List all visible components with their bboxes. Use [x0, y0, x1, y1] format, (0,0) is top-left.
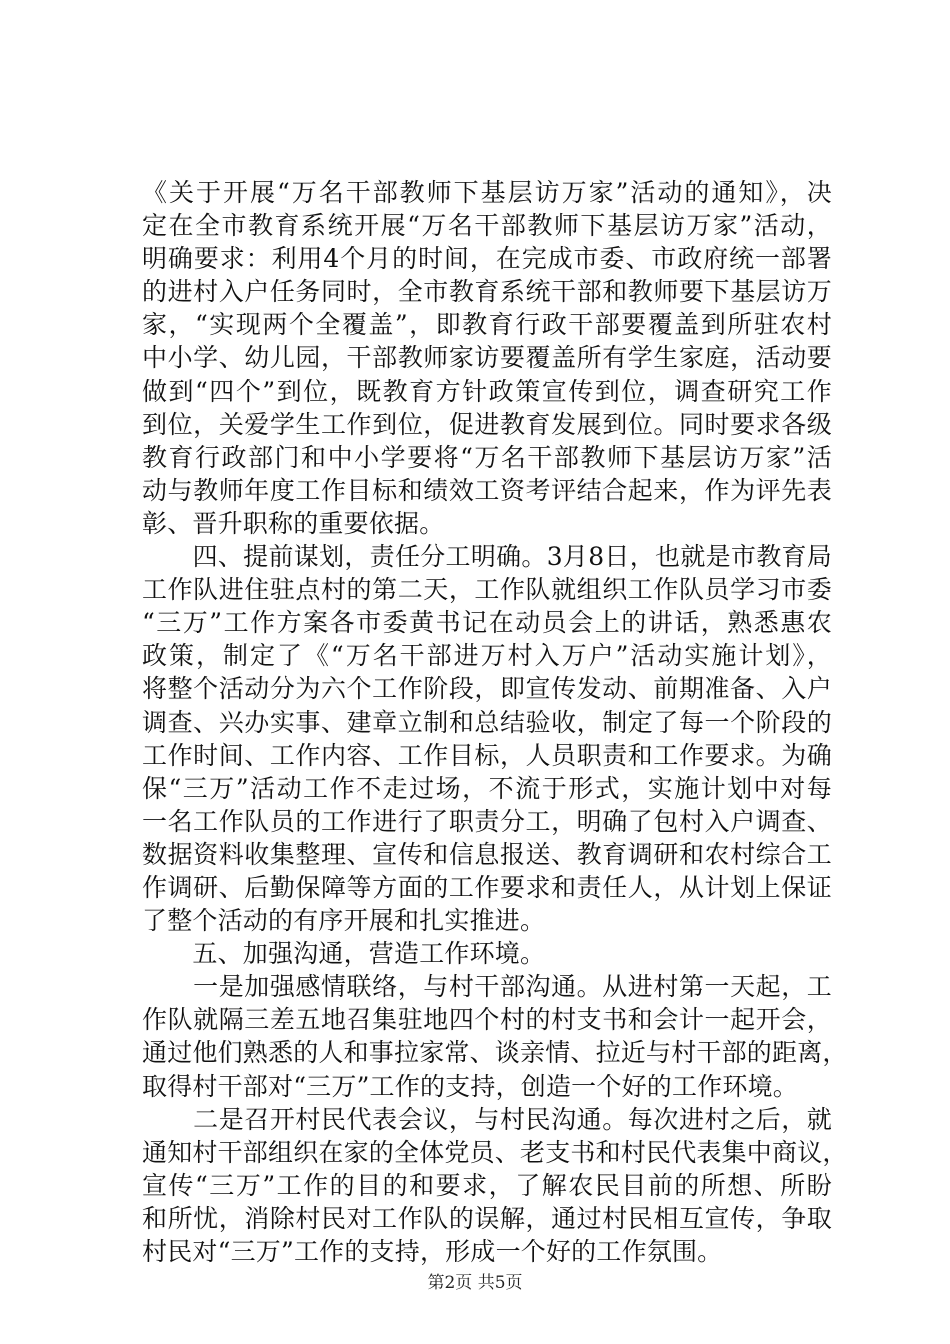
text-line: 动与教师年度工作目标和绩效工资考评结合起来，作为评先表: [142, 475, 832, 505]
text-line: 《关于开展“万名干部教师下基层访万家”活动的通知》，决: [142, 178, 832, 207]
text-line: 政策，制定了《“万名干部进万村入万户”活动实施计划》，: [142, 641, 832, 671]
text-line: 明确要求：利用4个月的时间，在完成市委、市政府统一部署: [142, 244, 832, 274]
text-line: 和所忧，消除村民对工作队的误解，通过村民相互宣传，争取: [142, 1203, 832, 1233]
text-line: 彰、晋升职称的重要依据。: [142, 508, 445, 538]
text-line: 了整个活动的有序开展和扎实推进。: [142, 906, 546, 936]
text-line: 四、提前谋划，责任分工明确。3月8日，也就是市教育局: [142, 542, 832, 572]
text-line: 一名工作队员的工作进行了职责分工，明确了包村入户调查、: [142, 806, 832, 836]
text-line: 工作时间、工作内容、工作目标，人员职责和工作要求。为确: [142, 740, 832, 770]
text-line: 村民对“三万”工作的支持，形成一个好的工作氛围。: [142, 1237, 723, 1266]
text-line: 中小学、幼儿园，干部教师家访要覆盖所有学生家庭，活动要: [142, 343, 832, 373]
text-line: 定在全市教育系统开展“万名干部教师下基层访万家”活动，: [142, 211, 832, 241]
text-line: 到位，关爱学生工作到位，促进教育发展到位。同时要求各级: [142, 409, 832, 439]
text-line: 数据资料收集整理、宣传和信息报送、教育调研和农村综合工: [142, 839, 832, 869]
text-line: 宣传“三万”工作的目的和要求，了解农民目前的所想、所盼: [142, 1170, 832, 1200]
text-line: 取得村干部对“三万”工作的支持，创造一个好的工作环境。: [142, 1071, 798, 1101]
text-line: 作调研、后勤保障等方面的工作要求和责任人，从计划上保证: [142, 872, 832, 902]
text-line: 家，“实现两个全覆盖”，即教育行政干部要覆盖到所驻农村: [142, 310, 832, 340]
text-line: 作队就隔三差五地召集驻地四个村的村支书和会计一起开会，: [142, 1005, 832, 1035]
text-line: 保“三万”活动工作不走过场，不流于形式，实施计划中对每: [142, 773, 832, 803]
text-line: 的进村入户任务同时，全市教育系统干部和教师要下基层访万: [142, 277, 832, 307]
text-line: 调查、兴办实事、建章立制和总结验收，制定了每一个阶段的: [142, 707, 832, 737]
document-body: [142, 176, 848, 1268]
text-line: 一是加强感情联络，与村干部沟通。从进村第一天起，工: [142, 972, 832, 1002]
text-line: 做到“四个”到位，既教育方针政策宣传到位，调查研究工作: [142, 376, 832, 406]
page-number-footer: 第2页 共5页: [427, 1273, 523, 1293]
text-line: 通过他们熟悉的人和事拉家常、谈亲情、拉近与村干部的距离，: [142, 1038, 848, 1068]
text-line: 教育行政部门和中小学要将“万名干部教师下基层访万家”活: [142, 442, 832, 472]
text-line: 工作队进住驻点村的第二天，工作队就组织工作队员学习市委: [142, 575, 832, 605]
text-line: 通知村干部组织在家的全体党员、老支书和村民代表集中商议，: [142, 1137, 848, 1167]
text-line: 将整个活动分为六个工作阶段，即宣传发动、前期准备、入户: [142, 674, 832, 704]
text-line: 二是召开村民代表会议，与村民沟通。每次进村之后，就: [142, 1104, 832, 1134]
text-line: “三万”工作方案各市委黄书记在动员会上的讲话，熟悉惠农: [142, 608, 832, 638]
text-line: 五、加强沟通，营造工作环境。: [142, 939, 546, 969]
